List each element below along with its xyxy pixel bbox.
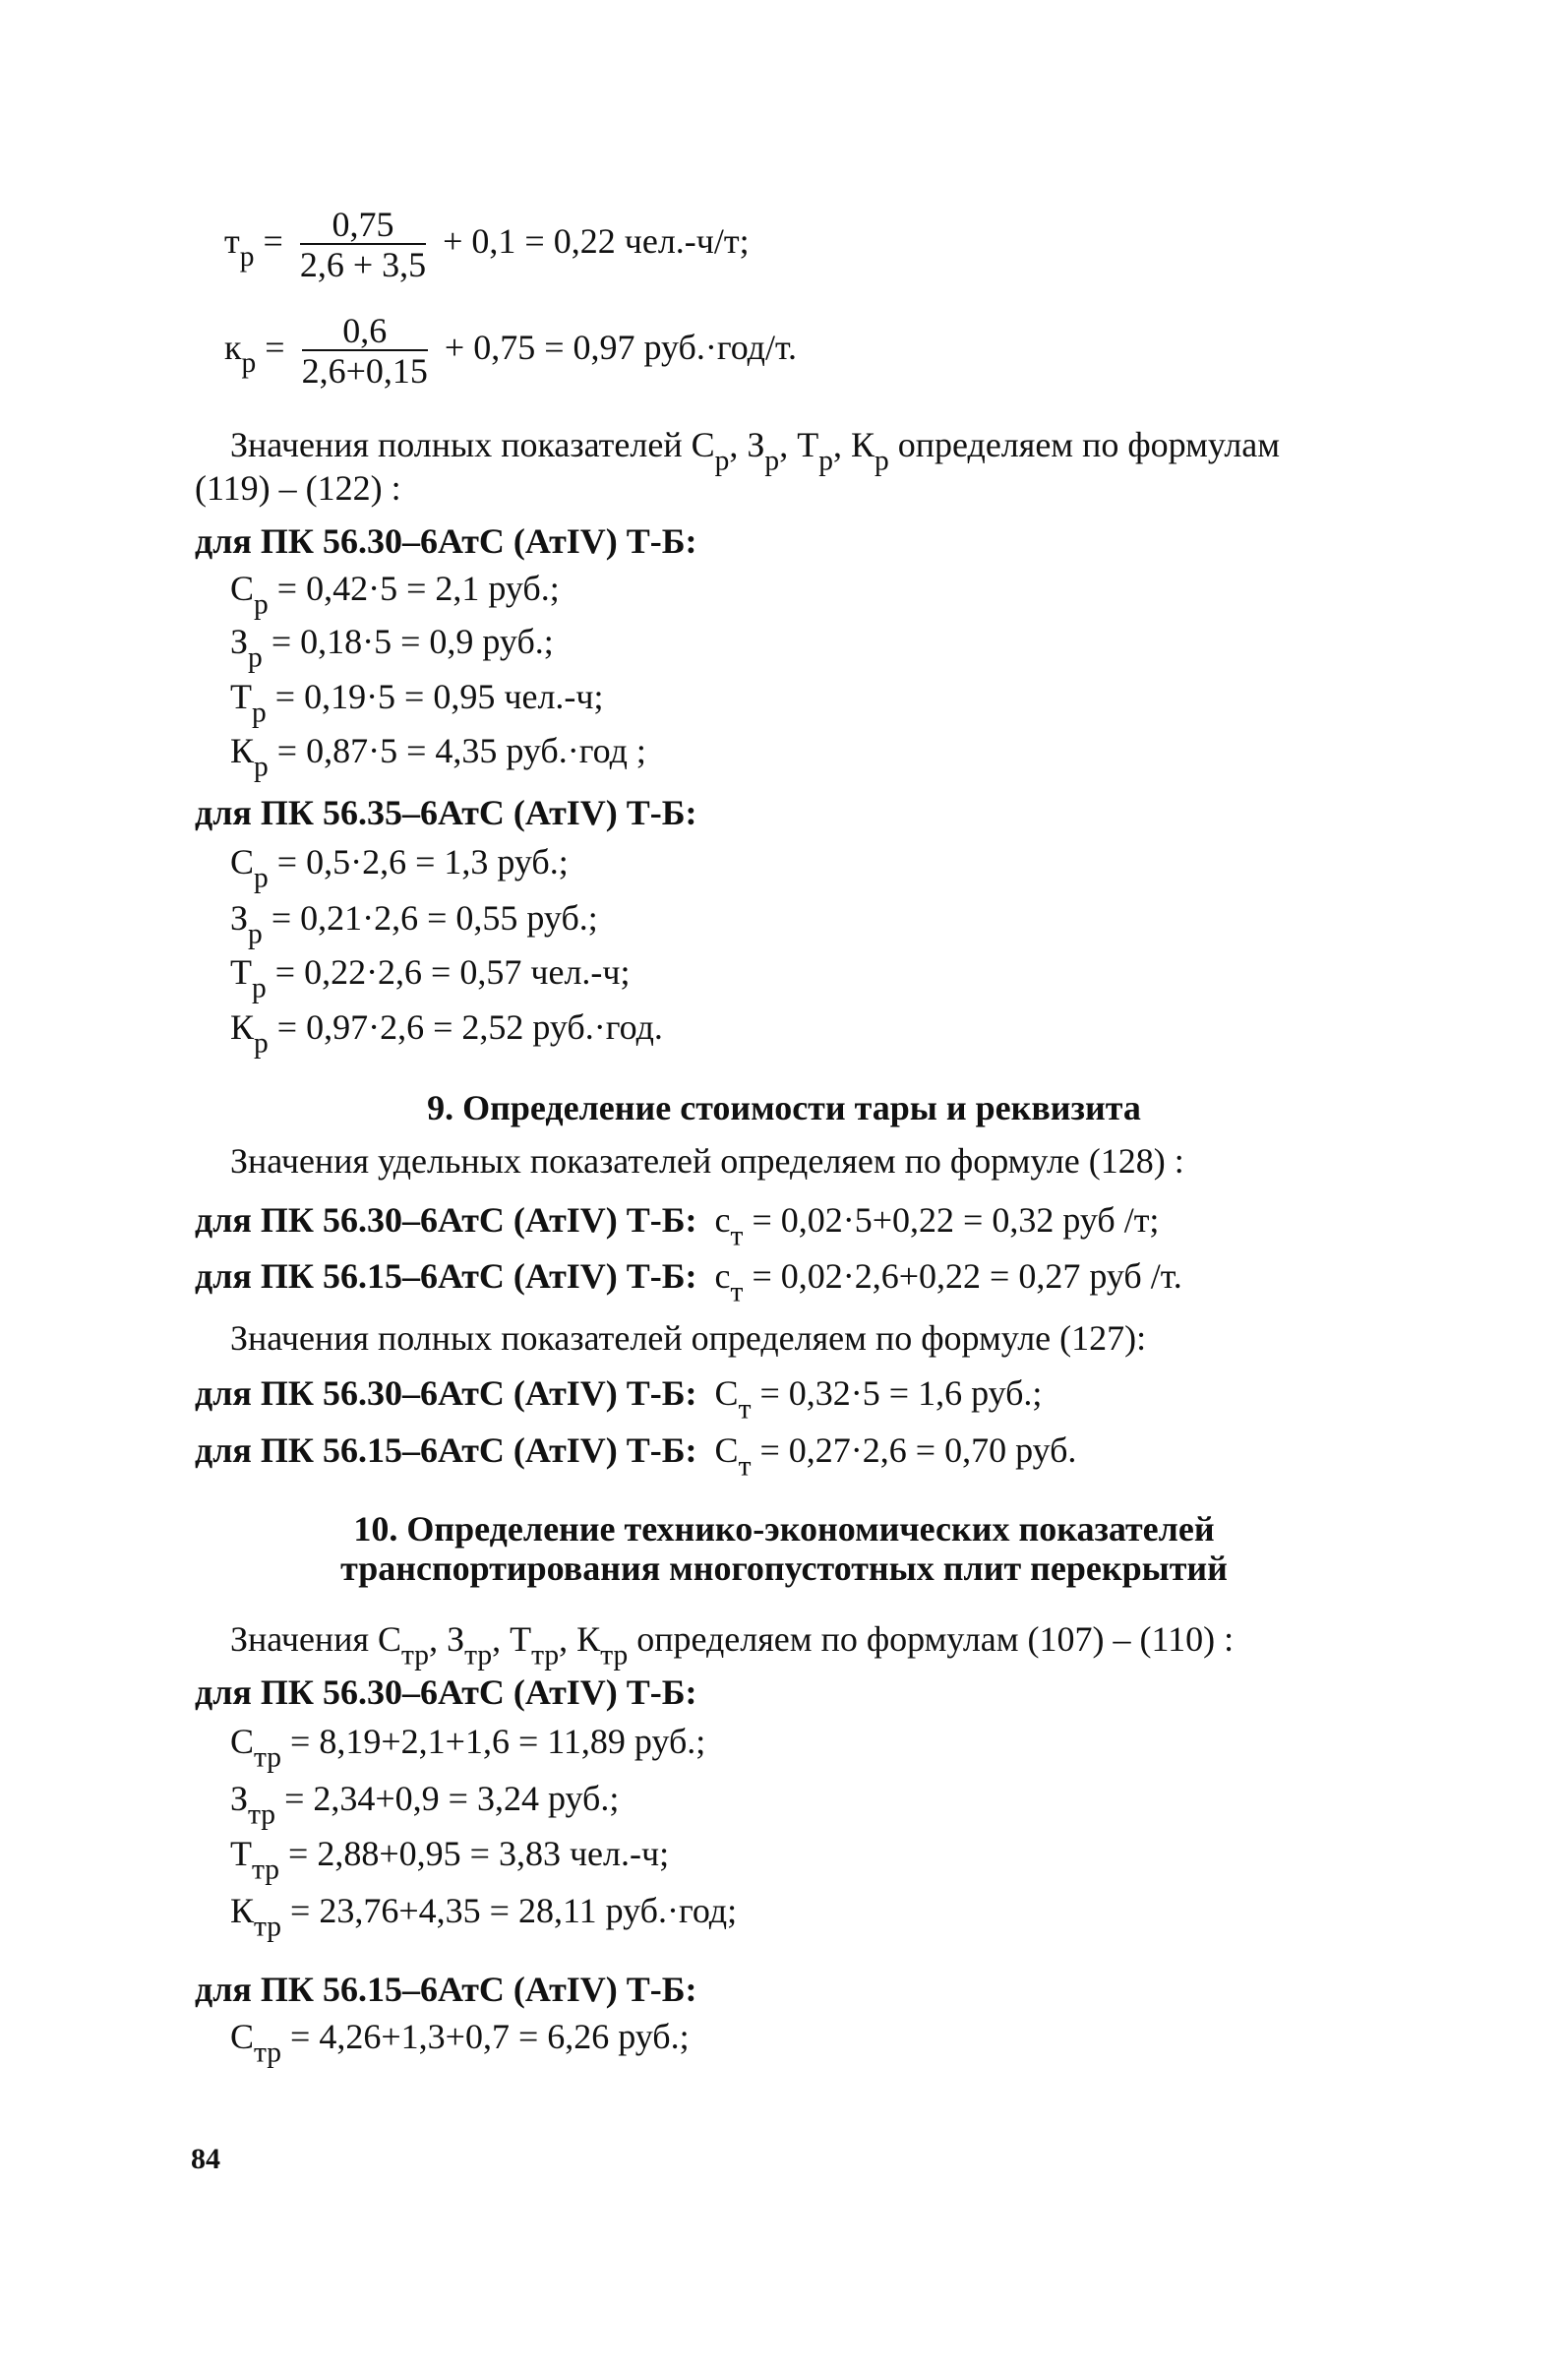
s10-item-2-value: = 2,88+0,95 = 3,83 чел.-ч; xyxy=(279,1834,670,1873)
group2-item-3-value: = 0,97·2,6 = 2,52 руб.·год. xyxy=(268,1007,663,1047)
section-9-row-2-label: для ПК 56.30–6АтС (АтIV) Т-Б: xyxy=(195,1373,697,1413)
group1-item-3-symbol: К xyxy=(230,731,255,770)
section-10-item xyxy=(230,1891,738,1943)
group2-heading: для ПК 56.35–6АтС (АтIV) Т-Б: xyxy=(195,793,697,832)
para1-text-a: Значения полных показателей С xyxy=(230,425,715,464)
para1-sub-4: р xyxy=(874,445,889,477)
s10-item-1-subscript: тр xyxy=(248,1798,276,1831)
section-10-item xyxy=(230,1834,670,1886)
s10-intro-d: , К xyxy=(559,1619,601,1659)
formula-k-result: + 0,75 = 0,97 руб.·год/т. xyxy=(444,327,798,367)
s10-item-1-value: = 2,34+0,9 = 3,24 руб.; xyxy=(275,1779,620,1818)
section-9-row-0-subscript: т xyxy=(730,1220,744,1252)
formula-t: $т_р$ = $\frac{0,75}{2,6 + 3,5}$ + 0,1 = 0,22 чел.-ч/т; xyxy=(224,205,750,284)
formula-t-numerator: 0,75 xyxy=(300,207,426,245)
section-9-row-2-value: = 0,32·5 = 1,6 руб.; xyxy=(751,1373,1043,1413)
group2-item xyxy=(230,842,569,894)
para1-sub-3: р xyxy=(818,445,833,477)
s10-intro-a: Значения С xyxy=(230,1619,402,1659)
section-9-row xyxy=(195,1373,1043,1426)
section-9-intro-specific: Значения удельных показателей определяем по формуле (128) : xyxy=(230,1141,1184,1181)
group2-item-3-subscript: р xyxy=(254,1027,269,1060)
para1-sub-1: р xyxy=(714,445,730,477)
formula-k: $к_р$ = $\frac{0,6}{2,6+0,15}$ + 0,75 = 0,97 руб.·год/т. xyxy=(224,311,798,391)
para1-sub-2: р xyxy=(764,445,780,477)
s10-intro-b: , З xyxy=(429,1619,465,1659)
paragraph-formula-refs: (119) – (122) : xyxy=(195,468,401,508)
section-10-item xyxy=(230,1722,706,1774)
section-10-intro xyxy=(230,1619,1235,1671)
s10-item-2-symbol: Т xyxy=(230,1834,252,1873)
group1-item-2-symbol: Т xyxy=(230,677,252,716)
s10-item-0-symbol: С xyxy=(230,1722,255,1761)
s10-intro-s1: тр xyxy=(401,1639,430,1671)
group2-item-3-symbol: К xyxy=(230,1007,255,1047)
formula-t-result: + 0,1 = 0,22 чел.-ч/т; xyxy=(443,220,750,261)
group1-item xyxy=(230,622,554,674)
group2-item-2-subscript: р xyxy=(252,972,267,1004)
group2-item xyxy=(230,952,631,1004)
group2-item-0-subscript: р xyxy=(254,862,269,894)
s10-item-2-subscript: тр xyxy=(252,1853,280,1886)
s10-item-1-symbol: З xyxy=(230,1779,249,1818)
group1-item-2-subscript: р xyxy=(252,697,267,729)
group2-item-0-value: = 0,5·2,6 = 1,3 руб.; xyxy=(268,842,569,881)
group2-item-2-symbol: Т xyxy=(230,952,252,992)
group1-item xyxy=(230,677,604,729)
section-9-row-3-subscript: т xyxy=(738,1450,752,1483)
section-9-row-0-label: для ПК 56.30–6АтС (АтIV) Т-Б: xyxy=(195,1200,697,1240)
formula-t-fraction xyxy=(300,207,426,282)
page-number: 84 xyxy=(191,2143,220,2175)
group2-item xyxy=(230,898,598,950)
section-9-row-2-symbol: С xyxy=(714,1373,739,1413)
s10-item-0-subscript: тр xyxy=(254,1741,282,1774)
s10-item-4-subscript: тр xyxy=(254,2036,282,2069)
section-10-title-line-1: 10. Определение технико-экономических показателей xyxy=(353,1509,1215,1549)
para1-text-b: определяем по формулам xyxy=(888,425,1281,464)
group1-item xyxy=(230,731,646,783)
group2-item-0-symbol: С xyxy=(230,842,255,881)
para1-sep-3: , К xyxy=(832,425,874,464)
s10-item-3-value: = 23,76+4,35 = 28,11 руб.·год; xyxy=(281,1891,738,1930)
formula-k-fraction xyxy=(302,313,428,389)
para1-sep-2: , Т xyxy=(779,425,819,464)
formula-t-lhs: т xyxy=(224,220,240,261)
section-9-row-1-subscript: т xyxy=(730,1276,744,1308)
section-10-heading-1: для ПК 56.30–6АтС (АтIV) Т-Б: xyxy=(195,1672,697,1712)
section-10-item xyxy=(230,2017,690,2069)
group1-item-2-value: = 0,19·5 = 0,95 чел.-ч; xyxy=(266,677,604,716)
section-9-row-3-label: для ПК 56.15–6АтС (АтIV) Т-Б: xyxy=(195,1430,697,1470)
section-9-row-1-value: = 0,02·2,6+0,22 = 0,27 руб /т. xyxy=(743,1256,1182,1296)
group1-item-0-symbol: С xyxy=(230,569,255,608)
formula-k-denominator: 2,6+0,15 xyxy=(301,351,428,391)
formula-k-sub: р xyxy=(241,347,257,380)
s10-item-3-subscript: тр xyxy=(254,1911,282,1943)
group1-item-1-value: = 0,18·5 = 0,9 руб.; xyxy=(262,622,554,661)
section-10-heading-2: для ПК 56.15–6АтС (АтIV) Т-Б: xyxy=(195,1970,697,2009)
s10-intro-s2: тр xyxy=(464,1639,493,1671)
group1-item-0-value: = 0,42·5 = 2,1 руб.; xyxy=(268,569,560,608)
paragraph-full-indicators xyxy=(230,425,1281,477)
section-9-row-0-value: = 0,02·5+0,22 = 0,32 руб /т; xyxy=(743,1200,1160,1240)
section-10-title-line-2: транспортирования многопустотных плит перекрытий xyxy=(340,1549,1228,1588)
group2-item-1-value: = 0,21·2,6 = 0,55 руб.; xyxy=(262,898,598,938)
section-9-intro-full: Значения полных показателей определяем по формуле (127): xyxy=(230,1318,1147,1358)
section-9-row-0-symbol: с xyxy=(714,1200,731,1240)
formula-k-lhs: к xyxy=(224,327,242,367)
s10-item-0-value: = 8,19+2,1+1,6 = 11,89 руб.; xyxy=(281,1722,706,1761)
section-9-row-1-symbol: с xyxy=(714,1256,731,1296)
s10-item-4-symbol: С xyxy=(230,2017,255,2056)
section-9-row-3-value: = 0,27·2,6 = 0,70 руб. xyxy=(751,1430,1077,1470)
group1-item-0-subscript: р xyxy=(254,588,269,621)
s10-intro-e: определяем по формулам (107) – (110) : xyxy=(628,1619,1235,1659)
section-9-row-2-subscript: т xyxy=(738,1393,752,1426)
formula-t-denominator: 2,6 + 3,5 xyxy=(299,245,427,284)
group2-item-2-value: = 0,22·2,6 = 0,57 чел.-ч; xyxy=(266,952,631,992)
s10-item-3-symbol: К xyxy=(230,1891,255,1930)
group1-item-3-subscript: р xyxy=(254,751,269,783)
section-9-row-3-symbol: С xyxy=(714,1430,739,1470)
para1-sep-1: , З xyxy=(729,425,765,464)
group1-item-1-symbol: З xyxy=(230,622,249,661)
s10-intro-s3: тр xyxy=(531,1639,560,1671)
section-9-row-1-label: для ПК 56.15–6АтС (АтIV) Т-Б: xyxy=(195,1256,697,1296)
section-9-row xyxy=(195,1430,1077,1483)
section-9-title: 9. Определение стоимости тары и реквизита xyxy=(427,1088,1141,1127)
s10-intro-s4: тр xyxy=(600,1639,629,1671)
group1-item xyxy=(230,569,560,621)
formula-t-sub: р xyxy=(239,241,255,273)
group1-item-3-value: = 0,87·5 = 4,35 руб.·год ; xyxy=(268,731,646,770)
s10-item-4-value: = 4,26+1,3+0,7 = 6,26 руб.; xyxy=(281,2017,690,2056)
section-9-row xyxy=(195,1256,1182,1308)
group2-item xyxy=(230,1007,663,1060)
s10-intro-c: , Т xyxy=(492,1619,532,1659)
formula-k-numerator: 0,6 xyxy=(302,313,428,351)
group1-heading: для ПК 56.30–6АтС (АтIV) Т-Б: xyxy=(195,521,697,561)
group2-item-1-subscript: р xyxy=(248,918,263,950)
section-9-row xyxy=(195,1200,1160,1252)
group2-item-1-symbol: З xyxy=(230,898,249,938)
section-10-item xyxy=(230,1779,620,1831)
group1-item-1-subscript: р xyxy=(248,641,263,674)
